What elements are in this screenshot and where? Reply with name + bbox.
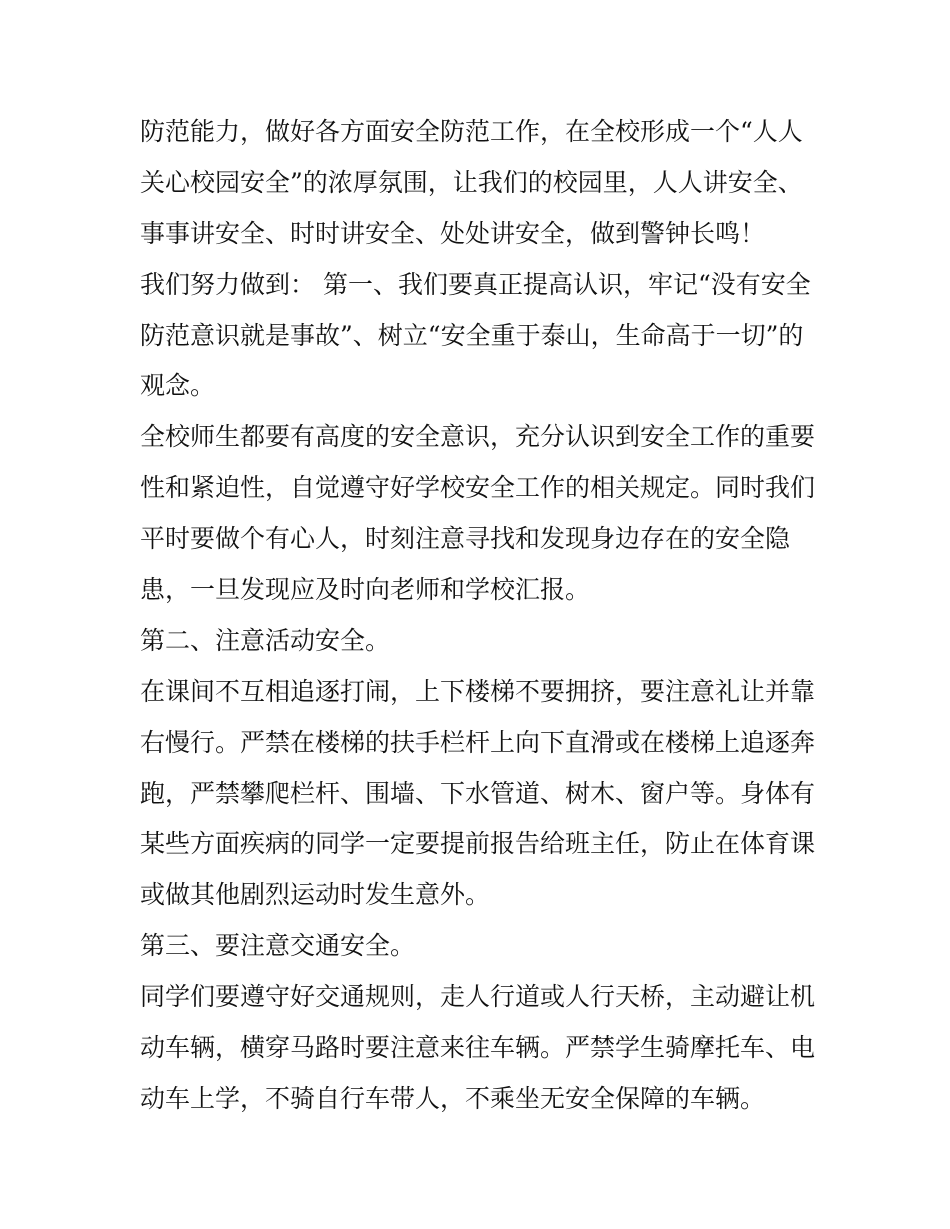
text-line: 第二、注意活动安全。 xyxy=(140,625,391,655)
body-text xyxy=(140,107,820,1125)
text-line: 我们努力做到： 第一、我们要真正提高认识，牢记“没有安全 xyxy=(140,269,811,299)
text-line: 全校师生都要有高度的安全意识，充分认识到安全工作的重要 xyxy=(140,422,816,452)
text-line: 性和紧迫性，自觉遵守好学校安全工作的相关规定。同时我们 xyxy=(140,473,816,503)
text-line: 患，一旦发现应及时向老师和学校汇报。 xyxy=(140,575,591,605)
text-line: 某些方面疾病的同学一定要提前报告给班主任，防止在体育课 xyxy=(140,829,816,859)
text-line: 观念。 xyxy=(140,371,216,401)
text-line: 动车上学，不骑自行车带人，不乘坐无安全保障的车辆。 xyxy=(140,1083,766,1113)
text-line: 在课间不互相追逐打闹，上下楼梯不要拥挤，要注意礼让并靠 xyxy=(140,676,816,706)
text-line: 防范能力，做好各方面安全防范工作，在全校形成一个“人人 xyxy=(140,117,803,146)
text-line: 右慢行。严禁在楼梯的扶手栏杆上向下直滑或在楼梯上追逐奔 xyxy=(140,727,816,757)
text-line: 动车辆，横穿马路时要注意来往车辆。严禁学生骑摩托车、电 xyxy=(140,1033,816,1063)
text-line: 事事讲安全、时时讲安全、处处讲安全，做到警钟长鸣！ xyxy=(140,218,766,248)
text-line: 同学们要遵守好交通规则，走人行道或人行天桥，主动避让机 xyxy=(140,982,816,1012)
text-line: 第三、要注意交通安全。 xyxy=(140,931,416,961)
text-line: 平时要做个有心人，时刻注意寻找和发现身边存在的安全隐 xyxy=(140,524,791,554)
text-line: 跑，严禁攀爬栏杆、围墙、下水管道、树木、窗户等。身体有 xyxy=(140,778,816,808)
text-line: 或做其他剧烈运动时发生意外。 xyxy=(140,880,491,910)
text-line: 防范意识就是事故”、树立“安全重于泰山，生命高于一切”的 xyxy=(140,320,804,350)
text-line: 关心校园安全”的浓厚氛围，让我们的校园里，人人讲安全、 xyxy=(140,167,803,197)
